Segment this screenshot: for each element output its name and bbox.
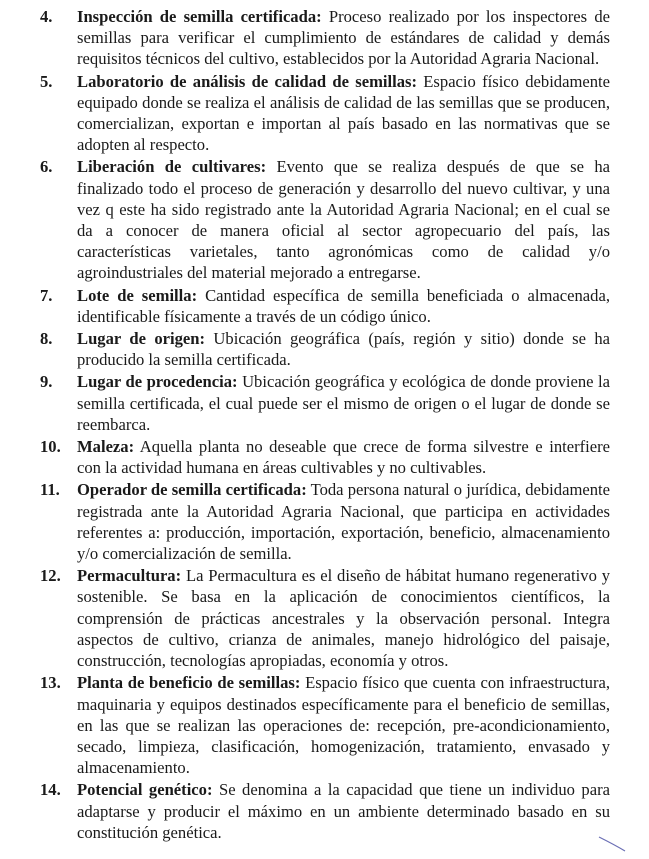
item-body	[77, 565, 610, 671]
definition-text: Espacio físico debidamente equipado donde se realiza el análisis de calidad de las semillas que se producen, comercializan, exportan e importan al país basado en las normativas que se adopten al respecto.	[77, 71, 611, 155]
term: Lugar de origen:	[77, 329, 206, 349]
definition-item	[40, 156, 610, 283]
term: Permacultura:	[77, 566, 182, 586]
item-body	[77, 156, 610, 283]
term: Planta de beneficio de semillas:	[77, 673, 301, 693]
definition-item	[40, 328, 610, 370]
definition-text: Proceso realizado por los inspectores de semillas para verificar el cumplimiento de estándares de calidad y demás requisitos técnicos del cultivo, establecidos por la Autoridad Agraria Nacional.	[77, 7, 610, 69]
definition-item	[40, 565, 610, 671]
item-number: 12.	[40, 566, 61, 586]
definition-item	[40, 6, 610, 70]
item-body	[77, 672, 610, 778]
item-body	[77, 371, 610, 435]
definition-text: Aquella planta no deseable que crece de forma silvestre e interfiere con la actividad humana en áreas cultivables y no cultivables.	[77, 437, 611, 478]
item-body	[77, 779, 610, 843]
definition-text: La Permacultura es el diseño de hábitat humano regenerativo y sostenible. Se basa en la aplicación de conocimientos científicos, la comprensión de prácticas ancestrales y la observación personal. Integra aspectos de cultivo, crianza de animales, manejo hidrológico del paisaje, construcción, tecnologías apropiadas, economía y otros.	[77, 566, 610, 671]
definitions-list	[40, 6, 610, 844]
item-number: 5.	[40, 71, 53, 91]
definition-text: Se denomina a la capacidad que tiene un individuo para adaptarse y producir el máximo en un ambiente determinado basado en su constitución genética.	[77, 780, 610, 842]
definition-item	[40, 779, 610, 843]
pen-mark	[597, 833, 627, 853]
term: Lugar de procedencia:	[77, 372, 238, 392]
definition-text: Evento que se realiza después de que se ha finalizado todo el proceso de generación y desarrollo del nuevo cultivar, y una vez q este ha sido registrado ante la Autoridad Agraria Nacional; en el cual se da a conocer de manera oficial al sector agropecuario del país, las características varietales, tanto agronómicas como de calidad y/o agroindustriales del material mejorado a entregarse.	[77, 157, 610, 283]
item-number: 7.	[40, 285, 53, 305]
item-body	[77, 479, 610, 564]
item-body	[77, 6, 610, 70]
item-number: 9.	[40, 372, 53, 392]
definition-text: Espacio físico que cuenta con infraestructura, maquinaria y equipos destinados específicamente para el beneficio de semillas, en las que se realizan las operaciones de: recepción, pre-acondicionamiento, secado, limpieza, clasificación, homogenización, tratamiento, envasado y almacenamiento.	[77, 673, 610, 778]
item-number: 4.	[40, 7, 53, 26]
definition-item	[40, 285, 610, 327]
definition-item	[40, 71, 610, 156]
item-body	[77, 328, 610, 370]
definition-item	[40, 371, 610, 435]
term: Liberación de cultivares:	[77, 157, 267, 177]
definition-text: Ubicación geográfica y ecológica de donde proviene la semilla certificada, el cual puede ser el mismo de origen o el lugar de donde se reembarca.	[77, 372, 610, 434]
term: Potencial genético:	[77, 780, 213, 800]
item-number: 8.	[40, 329, 53, 349]
definition-item	[40, 479, 610, 564]
term: Laboratorio de análisis de calidad de semillas:	[77, 71, 418, 91]
definition-text: Cantidad específica de semilla beneficiada o almacenada, identificable físicamente a través de un código único.	[77, 285, 610, 326]
term: Maleza:	[77, 437, 135, 457]
definition-item	[40, 672, 610, 778]
item-body	[77, 285, 610, 327]
item-body	[77, 71, 610, 156]
item-number: 11.	[40, 480, 60, 500]
definition-text: Toda persona natural o jurídica, debidamente registrada ante la Autoridad Agraria Nacional, que participa en actividades referentes a: producción, importación, exportación, beneficio, almacenamiento y/o comercialización de semilla.	[77, 480, 610, 564]
item-number: 14.	[40, 780, 61, 800]
item-body	[77, 436, 610, 478]
definition-item	[40, 436, 610, 478]
term: Operador de semilla certificada:	[77, 480, 307, 500]
definition-text: Ubicación geográfica (país, región y sitio) donde se ha producido la semilla certificada.	[77, 329, 610, 370]
term: Lote de semilla:	[77, 285, 198, 305]
item-number: 10.	[40, 437, 61, 457]
item-number: 13.	[40, 673, 61, 693]
item-number: 6.	[40, 157, 53, 177]
term: Inspección de semilla certificada:	[77, 7, 322, 26]
